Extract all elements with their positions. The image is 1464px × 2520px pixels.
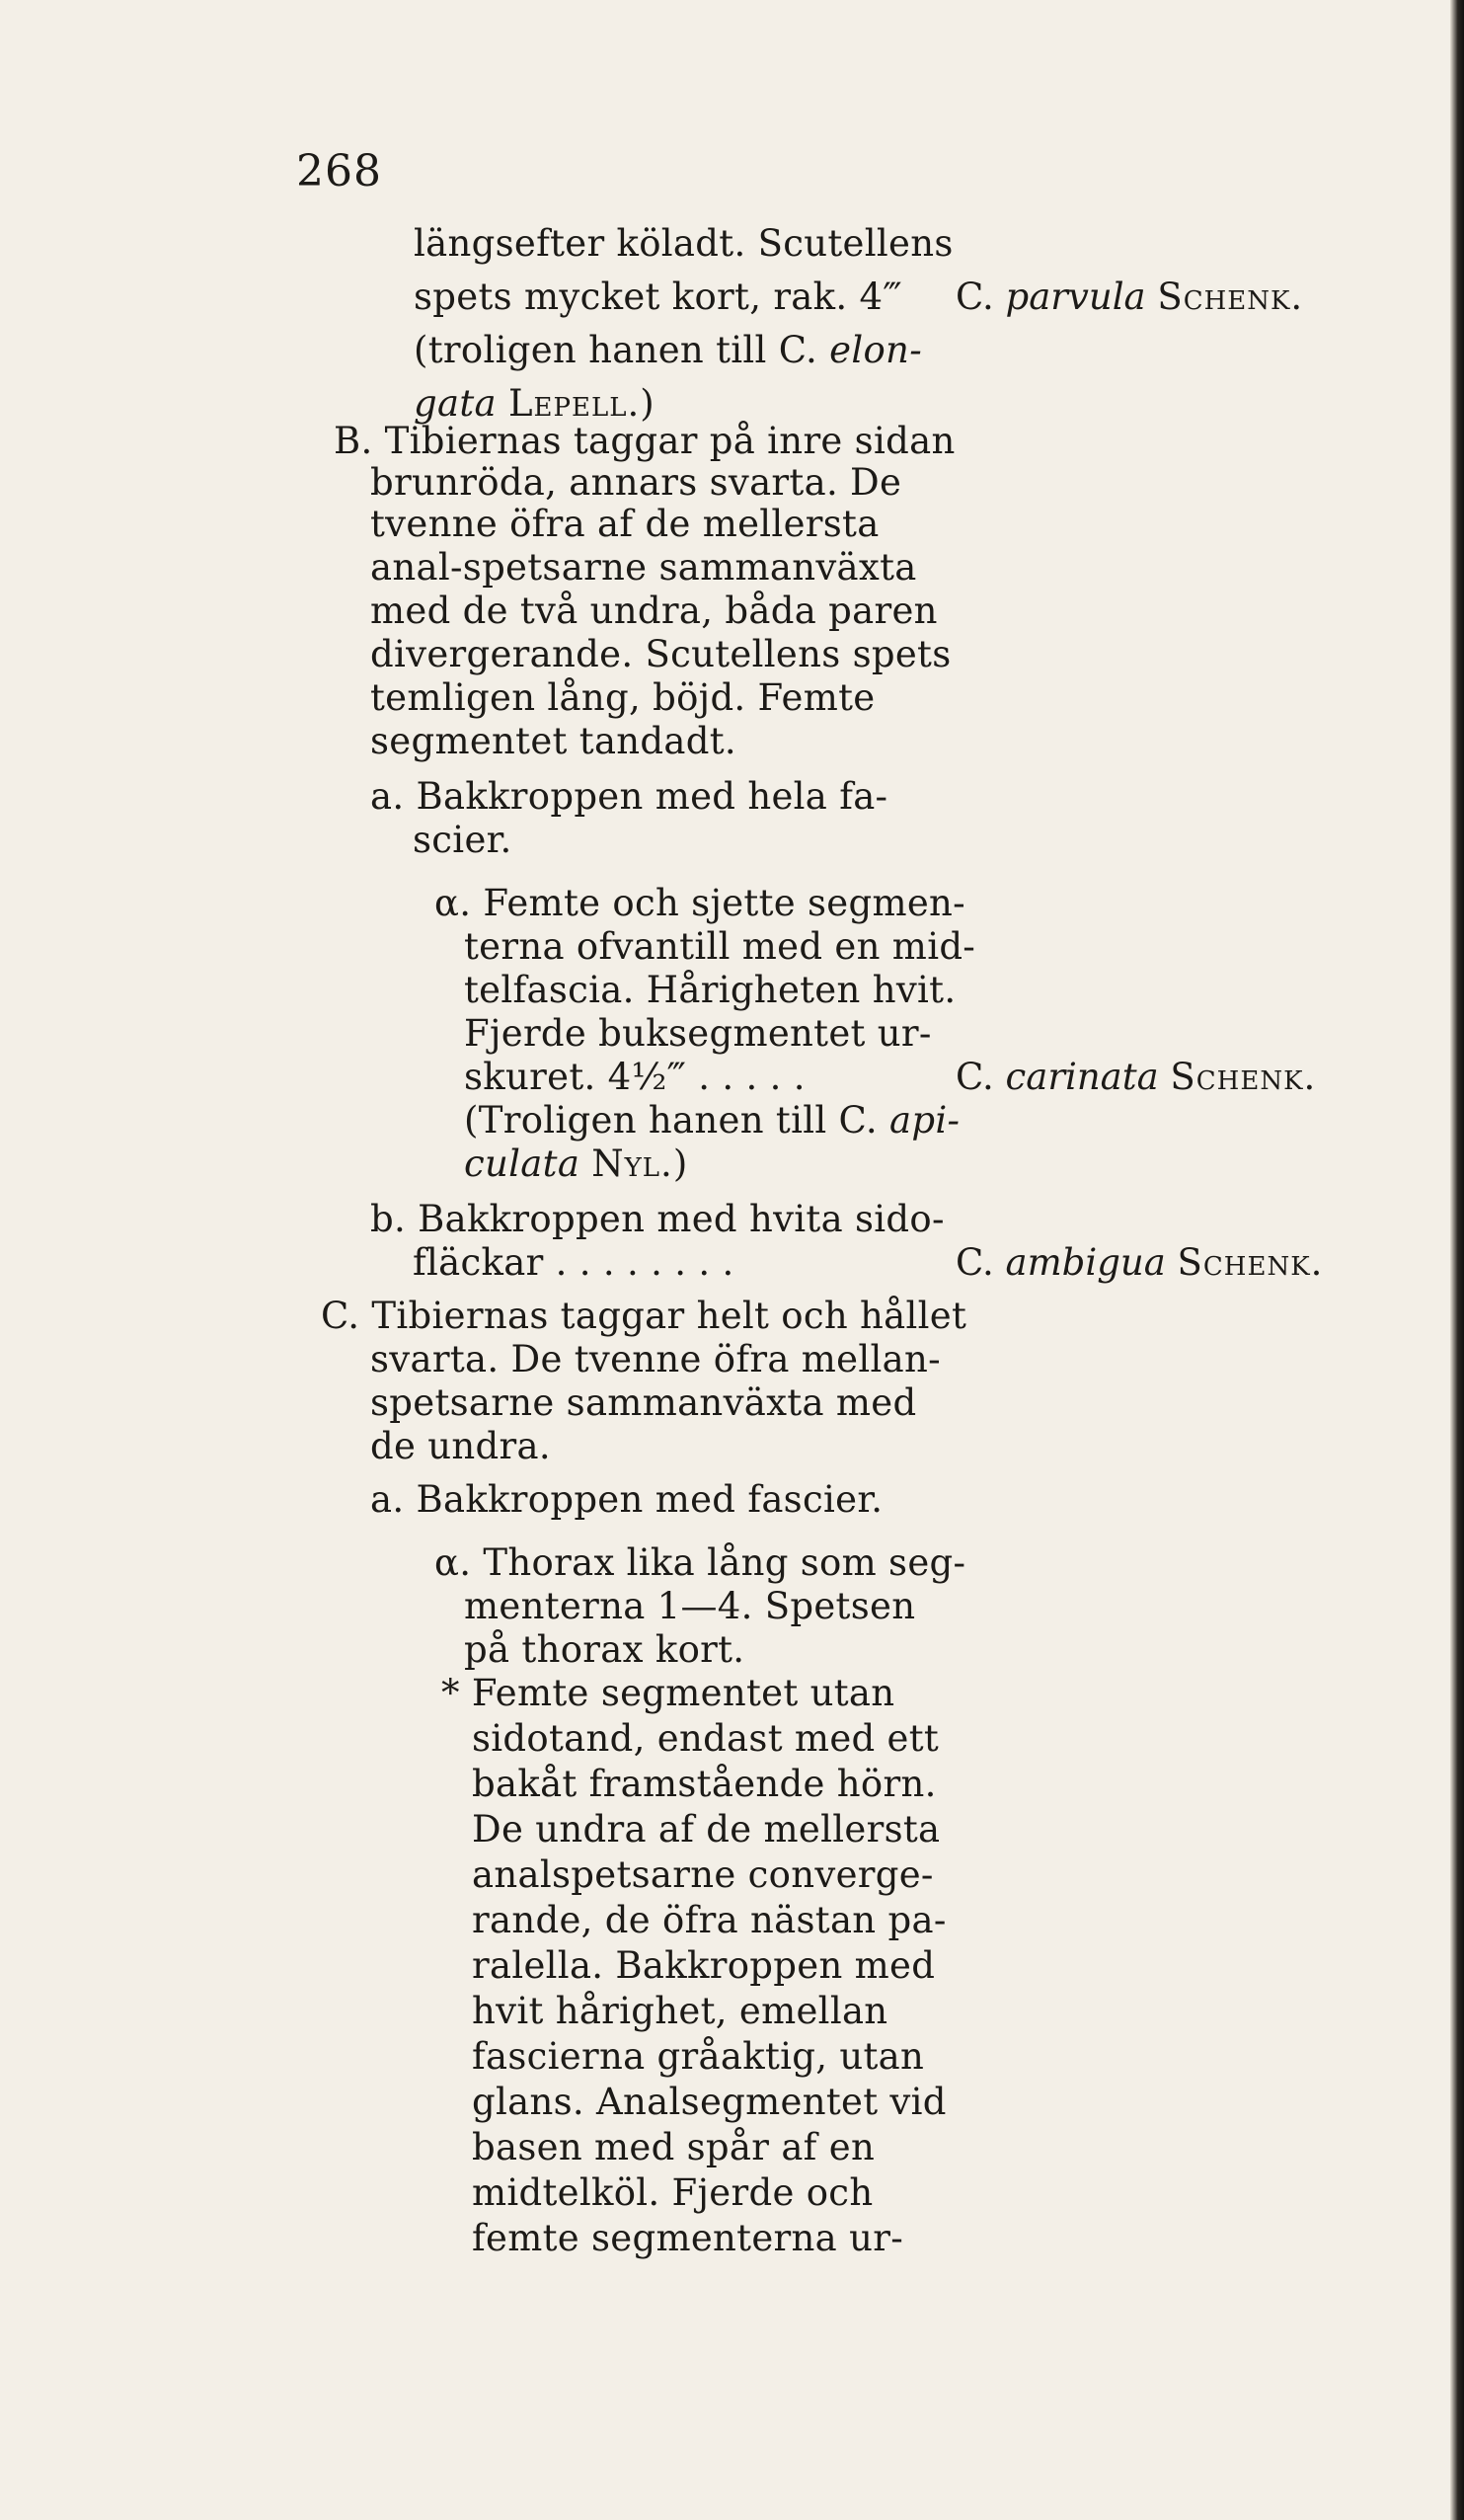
- text-line: a. Bakkroppen med hela fa-: [370, 775, 888, 818]
- text-line: anal-spetsarne sammanväxta: [370, 546, 917, 589]
- text-line: analspetsarne converge-: [472, 1853, 934, 1896]
- text-line: terna ofvantill med en mid-: [464, 925, 976, 968]
- text-line: längsefter köladt. Scutellens: [414, 222, 954, 265]
- text-line: bakåt framstående hörn.: [472, 1763, 937, 1805]
- species-name-carinata: C. carinata Schenk.: [956, 1056, 1317, 1098]
- text-line: α. Thorax lika lång som seg-: [434, 1541, 966, 1584]
- text-line: glans. Analsegmentet vid: [472, 2081, 947, 2123]
- text-line: spetsarne sammanväxta med: [370, 1381, 917, 1424]
- text-line: sidotand, endast med ett: [472, 1717, 940, 1760]
- text-line: (Troligen hanen till C. api-: [464, 1099, 961, 1142]
- species-name-ambigua: C. ambigua Schenk.: [956, 1241, 1324, 1284]
- text-line: C. Tibiernas taggar helt och hållet: [321, 1295, 967, 1337]
- text-line: segmentet tandadt.: [370, 720, 736, 762]
- text-line: svarta. De tvenne öfra mellan-: [370, 1338, 941, 1380]
- text-line: skuret. 4½‴ . . . . .: [464, 1056, 806, 1098]
- text-line: spets mycket kort, rak. 4‴: [414, 276, 902, 318]
- text-line: rande, de öfra nästan pa-: [472, 1899, 947, 1941]
- text-line: Fjerde buksegmentet ur-: [464, 1012, 932, 1055]
- text-line: basen med spår af en: [472, 2126, 876, 2168]
- text-line: brunröda, annars svarta. De: [370, 461, 902, 504]
- text-line: * Femte segmentet utan: [441, 1672, 895, 1714]
- text-line: midtelköl. Fjerde och: [472, 2171, 874, 2214]
- text-line: De undra af de mellersta: [472, 1808, 941, 1851]
- text-line: a. Bakkroppen med fascier.: [370, 1478, 884, 1521]
- text-line: hvit hårighet, emellan: [472, 1990, 888, 2032]
- text-line: temligen lång, böjd. Femte: [370, 676, 876, 719]
- text-line: på thorax kort.: [464, 1628, 745, 1671]
- text-line: menterna 1—4. Spetsen: [464, 1585, 916, 1627]
- text-line: gata Lepell.): [414, 382, 655, 425]
- text-line: (troligen hanen till C. elon-: [414, 329, 922, 371]
- page-number: 268: [296, 146, 382, 197]
- page-edge-shadow: [1450, 0, 1464, 2520]
- text-line: scier.: [413, 819, 512, 861]
- text-line: b. Bakkroppen med hvita sido-: [370, 1198, 945, 1240]
- text-line: divergerande. Scutellens spets: [370, 633, 952, 675]
- text-line: ralella. Bakkroppen med: [472, 1944, 936, 1987]
- text-line: de undra.: [370, 1425, 551, 1467]
- text-line: tvenne öfra af de mellersta: [370, 503, 880, 545]
- text-line: telfascia. Hårigheten hvit.: [464, 969, 957, 1011]
- text-line: femte segmenterna ur-: [472, 2217, 904, 2259]
- text-line: α. Femte och sjette segmen-: [434, 882, 965, 924]
- text-line: culata Nyl.): [464, 1142, 688, 1185]
- text-line: fläckar . . . . . . . .: [413, 1241, 734, 1284]
- text-line: fascierna gråaktig, utan: [472, 2035, 925, 2078]
- text-line: B. Tibiernas taggar på inre sidan: [334, 420, 956, 462]
- species-name-parvula: C. parvula Schenk.: [956, 276, 1304, 318]
- text-line: med de två undra, båda paren: [370, 590, 938, 632]
